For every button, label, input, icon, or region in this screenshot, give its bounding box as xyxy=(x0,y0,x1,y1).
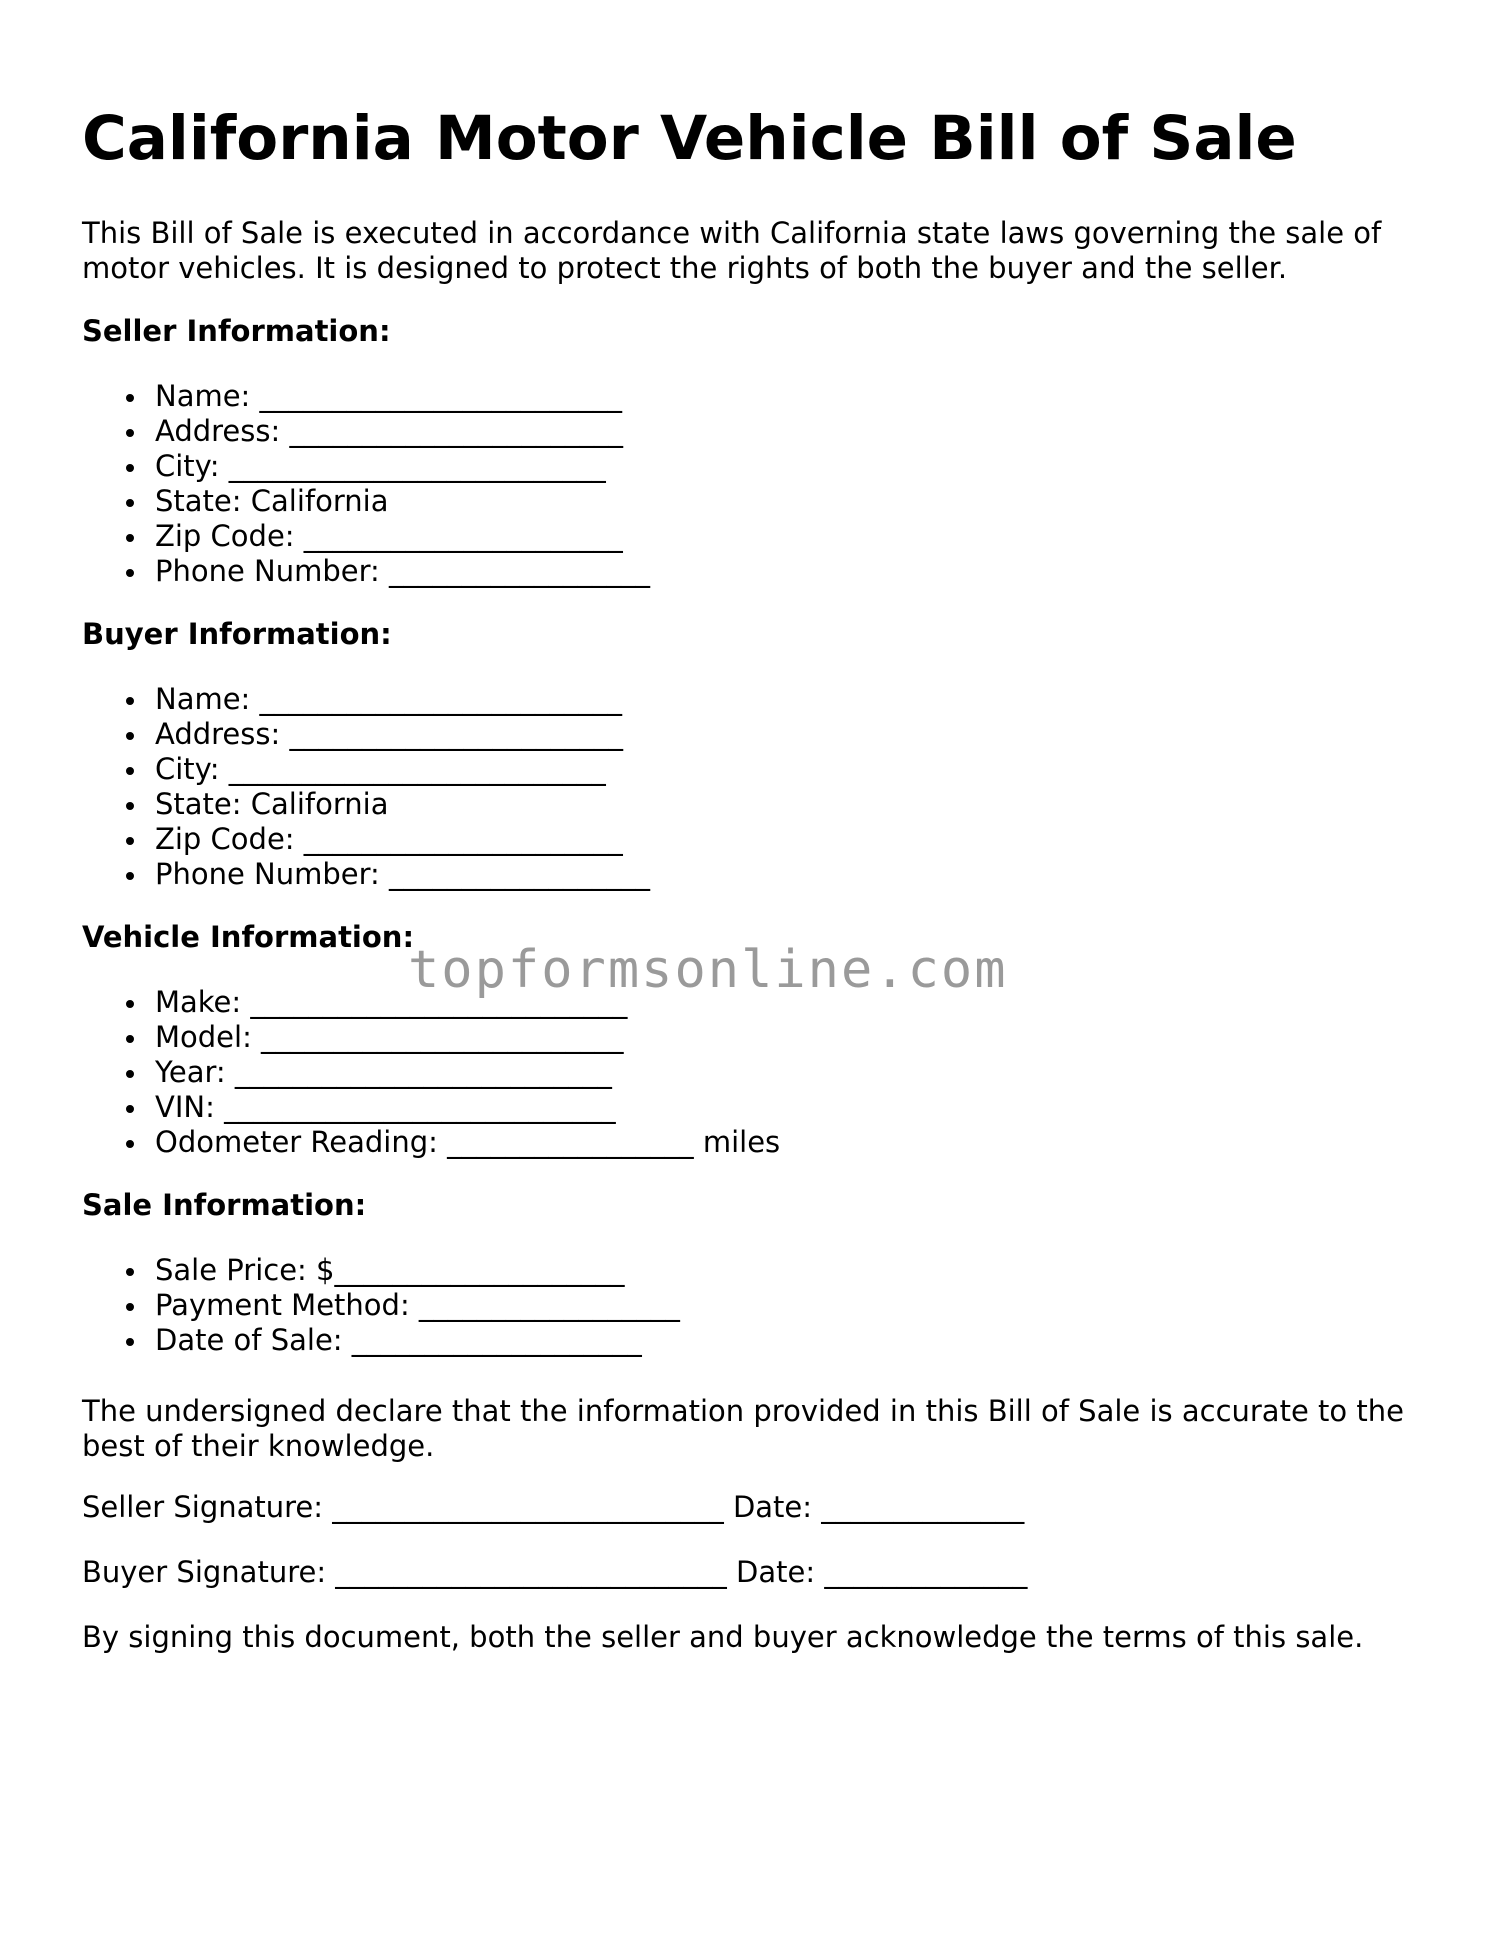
seller-signature-block xyxy=(82,1490,1024,1525)
buyer-zip-field: Zip Code: ______________________ xyxy=(82,822,650,857)
sale-section xyxy=(82,1188,366,1223)
seller-list-block xyxy=(82,379,650,589)
vehicle-section xyxy=(82,920,414,955)
seller-state-field: State: California xyxy=(82,484,650,519)
intro-paragraph: This Bill of Sale is executed in accordance with California state laws governing the sale of motor vehicles. It is designed to protect the rights of both the buyer and the seller. xyxy=(82,216,1382,285)
buyer-name-field: Name: _________________________ xyxy=(82,682,650,717)
seller-address-field: Address: _______________________ xyxy=(82,414,650,449)
buyer-state-field: State: California xyxy=(82,787,650,822)
intro-block xyxy=(82,216,1442,286)
vehicle-vin-field: VIN: ___________________________ xyxy=(82,1090,780,1125)
buyer-heading: Buyer Information: xyxy=(82,617,392,651)
sale-price-field: Sale Price: $____________________ xyxy=(82,1253,680,1288)
buyer-signature-line: Buyer Signature: ___________________________ Date: ______________ xyxy=(82,1555,1028,1589)
vehicle-heading: Vehicle Information: xyxy=(82,920,415,954)
seller-list xyxy=(82,379,650,589)
vehicle-make-field: Make: __________________________ xyxy=(82,985,780,1020)
closing-block xyxy=(82,1620,1363,1655)
sale-heading: Sale Information: xyxy=(82,1188,367,1222)
sale-list-block xyxy=(82,1253,680,1358)
seller-zip-field: Zip Code: ______________________ xyxy=(82,519,650,554)
vehicle-odometer-field: Odometer Reading: _________________ miles xyxy=(82,1125,780,1160)
vehicle-year-field: Year: __________________________ xyxy=(82,1055,780,1090)
buyer-city-field: City: __________________________ xyxy=(82,752,650,787)
buyer-phone-field: Phone Number: __________________ xyxy=(82,857,650,892)
seller-phone-field: Phone Number: __________________ xyxy=(82,554,650,589)
vehicle-model-field: Model: _________________________ xyxy=(82,1020,780,1055)
date-of-sale-field: Date of Sale: ____________________ xyxy=(82,1323,680,1358)
vehicle-list-block xyxy=(82,985,780,1160)
sale-list xyxy=(82,1253,680,1358)
seller-signature-line: Seller Signature: ___________________________ Date: ______________ xyxy=(82,1490,1025,1524)
document-title: California Motor Vehicle Bill of Sale xyxy=(82,103,1297,174)
buyer-section xyxy=(82,617,392,652)
declaration-paragraph: The undersigned declare that the information provided in this Bill of Sale is accurate to the best of their knowledge. xyxy=(82,1394,1404,1463)
watermark: topformsonline.com xyxy=(408,940,1008,1000)
buyer-signature-block xyxy=(82,1555,1027,1590)
buyer-address-field: Address: _______________________ xyxy=(82,717,650,752)
vehicle-list xyxy=(82,985,780,1160)
seller-name-field: Name: _________________________ xyxy=(82,379,650,414)
closing-statement: By signing this document, both the seller and buyer acknowledge the terms of this sale. xyxy=(82,1620,1364,1654)
payment-method-field: Payment Method: __________________ xyxy=(82,1288,680,1323)
buyer-list xyxy=(82,682,650,892)
buyer-list-block xyxy=(82,682,650,892)
seller-section xyxy=(82,314,391,349)
seller-city-field: City: __________________________ xyxy=(82,449,650,484)
seller-heading: Seller Information: xyxy=(82,314,391,348)
declaration-block xyxy=(82,1394,1442,1464)
